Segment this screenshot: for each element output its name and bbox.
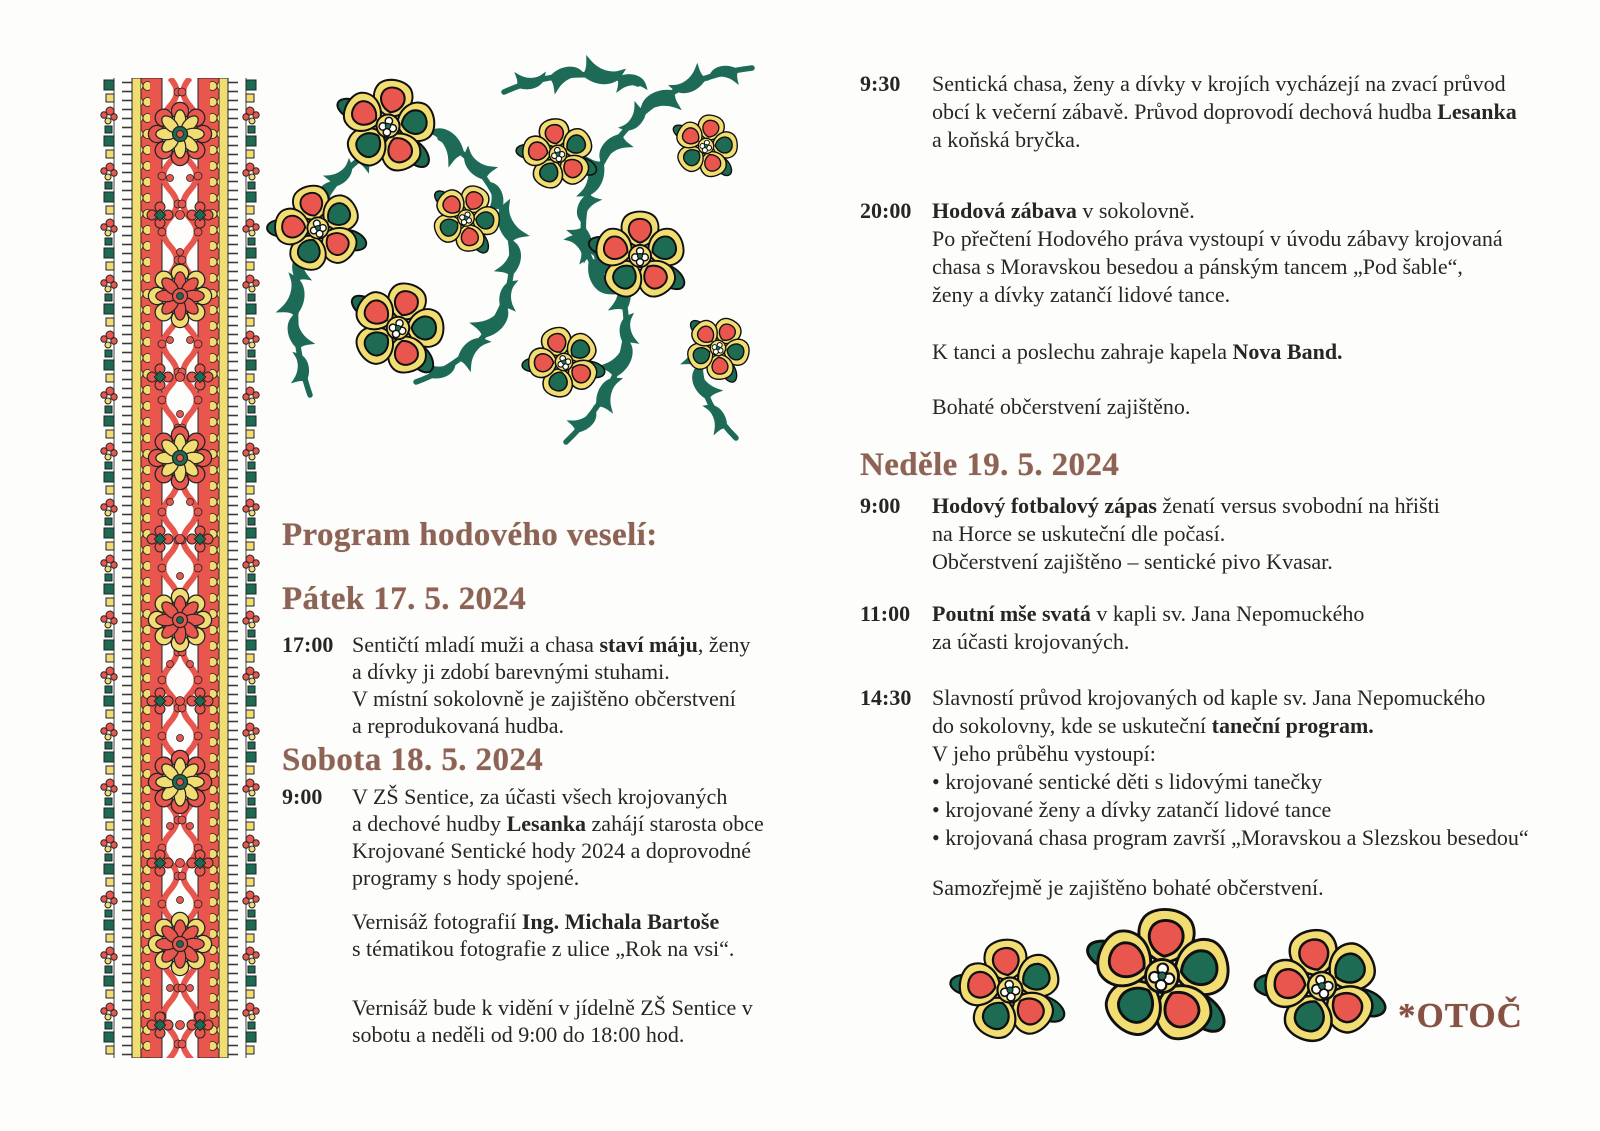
text-line: Poutní mše svatá v kapli sv. Jana Nepomuckého <box>932 601 1365 626</box>
time-label <box>282 908 352 962</box>
text-line: do sokolovny, kde se uskuteční taneční program. <box>932 713 1374 738</box>
right-program-column <box>860 70 1540 902</box>
note-paragraph <box>282 908 772 962</box>
schedule-event <box>282 631 772 739</box>
event-text <box>932 197 1540 309</box>
folk-border-strip-icon <box>98 78 262 1058</box>
note-paragraph <box>282 994 772 1048</box>
text-line: za účasti krojovaných. <box>932 629 1130 654</box>
text-line: Krojované Sentické hody 2024 a doprovodné <box>352 838 751 863</box>
text-line: Občerstvení zajištěno – sentické pivo Kvasar. <box>932 549 1333 574</box>
day-heading: Neděle 19. 5. 2024 <box>860 447 1120 483</box>
time-label <box>860 874 932 902</box>
text-line: s tématikou fotografie z ulice „Rok na vsi“. <box>352 936 735 961</box>
text-line: Samozřejmě je zajištěno bohaté občerstvení. <box>932 875 1324 900</box>
schedule-event <box>860 684 1540 852</box>
folk-flower-icon <box>940 878 1410 1083</box>
note-paragraph <box>860 338 1540 366</box>
text-line: • krojovaná chasa program završí „Moravskou a Slezskou besedou“ <box>932 825 1529 850</box>
day-heading: Sobota 18. 5. 2024 <box>282 742 544 778</box>
event-text <box>932 393 1540 421</box>
schedule-event <box>860 197 1540 309</box>
text-line: • krojované sentické děti s lidovými tanečky <box>932 769 1323 794</box>
text-line: Hodový fotbalový zápas ženatí versus svobodní na hřišti <box>932 493 1440 518</box>
time-label <box>860 393 932 421</box>
text-line: sobotu a neděli od 9:00 do 18:00 hod. <box>352 1022 685 1047</box>
text-line: K tanci a poslechu zahraje kapela Nova Band. <box>932 339 1343 364</box>
text-line: Sentičtí mladí muži a chasa staví máju, ženy <box>352 632 751 657</box>
schedule-event <box>860 492 1540 576</box>
event-text <box>932 492 1540 576</box>
text-line: a reprodukovaná hudba. <box>352 713 564 738</box>
schedule-event <box>860 70 1540 154</box>
note-paragraph <box>860 393 1540 421</box>
event-text <box>352 631 772 739</box>
left-program-column <box>282 514 772 1048</box>
time-label: 9:00 <box>282 784 323 809</box>
event-text <box>932 338 1540 366</box>
floral-vine-icon <box>266 50 756 448</box>
text-line: V ZŠ Sentice, za účasti všech krojovaných <box>352 784 728 809</box>
time-label: 11:00 <box>860 601 911 626</box>
time-label: 17:00 <box>282 632 334 657</box>
text-line: Vernisáž fotografií Ing. Michala Bartoše <box>352 909 720 934</box>
event-text <box>932 600 1540 656</box>
text-line: Sentická chasa, ženy a dívky v krojích vycházejí na zvací průvod <box>932 71 1506 96</box>
text-line: V jeho průběhu vystoupí: <box>932 741 1156 766</box>
text-line: Hodová zábava v sokolovně. <box>932 198 1195 223</box>
time-label <box>282 994 352 1048</box>
text-line: a dívky ji zdobí barevnými stuhami. <box>352 659 670 684</box>
time-label: 14:30 <box>860 685 912 710</box>
time-label: 9:30 <box>860 71 901 96</box>
day-heading: Pátek 17. 5. 2024 <box>282 581 527 617</box>
time-label <box>860 338 932 366</box>
event-text <box>352 908 772 962</box>
event-text <box>352 783 772 891</box>
event-text <box>932 70 1540 154</box>
text-line: Vernisáž bude k vidění v jídelně ZŠ Sentice v <box>352 995 753 1020</box>
text-line: V místní sokolovně je zajištěno občerstvení <box>352 686 736 711</box>
time-label: 9:00 <box>860 493 901 518</box>
time-label: 20:00 <box>860 198 912 223</box>
schedule-event <box>282 783 772 891</box>
program-heading: Program hodového veselí: <box>282 517 658 553</box>
text-line: programy s hody spojené. <box>352 865 580 890</box>
text-line: a koňská bryčka. <box>932 127 1081 152</box>
text-line: • krojované ženy a dívky zatančí lidové tance <box>932 797 1332 822</box>
schedule-event <box>860 600 1540 656</box>
turn-over-note: *OTOČ <box>1398 996 1523 1035</box>
text-line: Slavností průvod krojovaných od kaple sv. Jana Nepomuckého <box>932 685 1486 710</box>
text-line: chasa s Moravskou besedou a pánským tancem „Pod šable“, <box>932 254 1463 279</box>
event-text <box>352 994 772 1048</box>
text-line: ženy a dívky zatančí lidové tance. <box>932 282 1231 307</box>
text-line: a dechové hudby Lesanka zahájí starosta obce <box>352 811 764 836</box>
text-line: Po přečtení Hodového práva vystoupí v úvodu zábavy krojovaná <box>932 226 1503 251</box>
text-line: Bohaté občerstvení zajištěno. <box>932 394 1191 419</box>
event-text <box>932 684 1540 852</box>
text-line: obcí k večerní zábavě. Průvod doprovodí dechová hudba Lesanka <box>932 99 1517 124</box>
text-line: na Horce se uskuteční dle počasí. <box>932 521 1226 546</box>
